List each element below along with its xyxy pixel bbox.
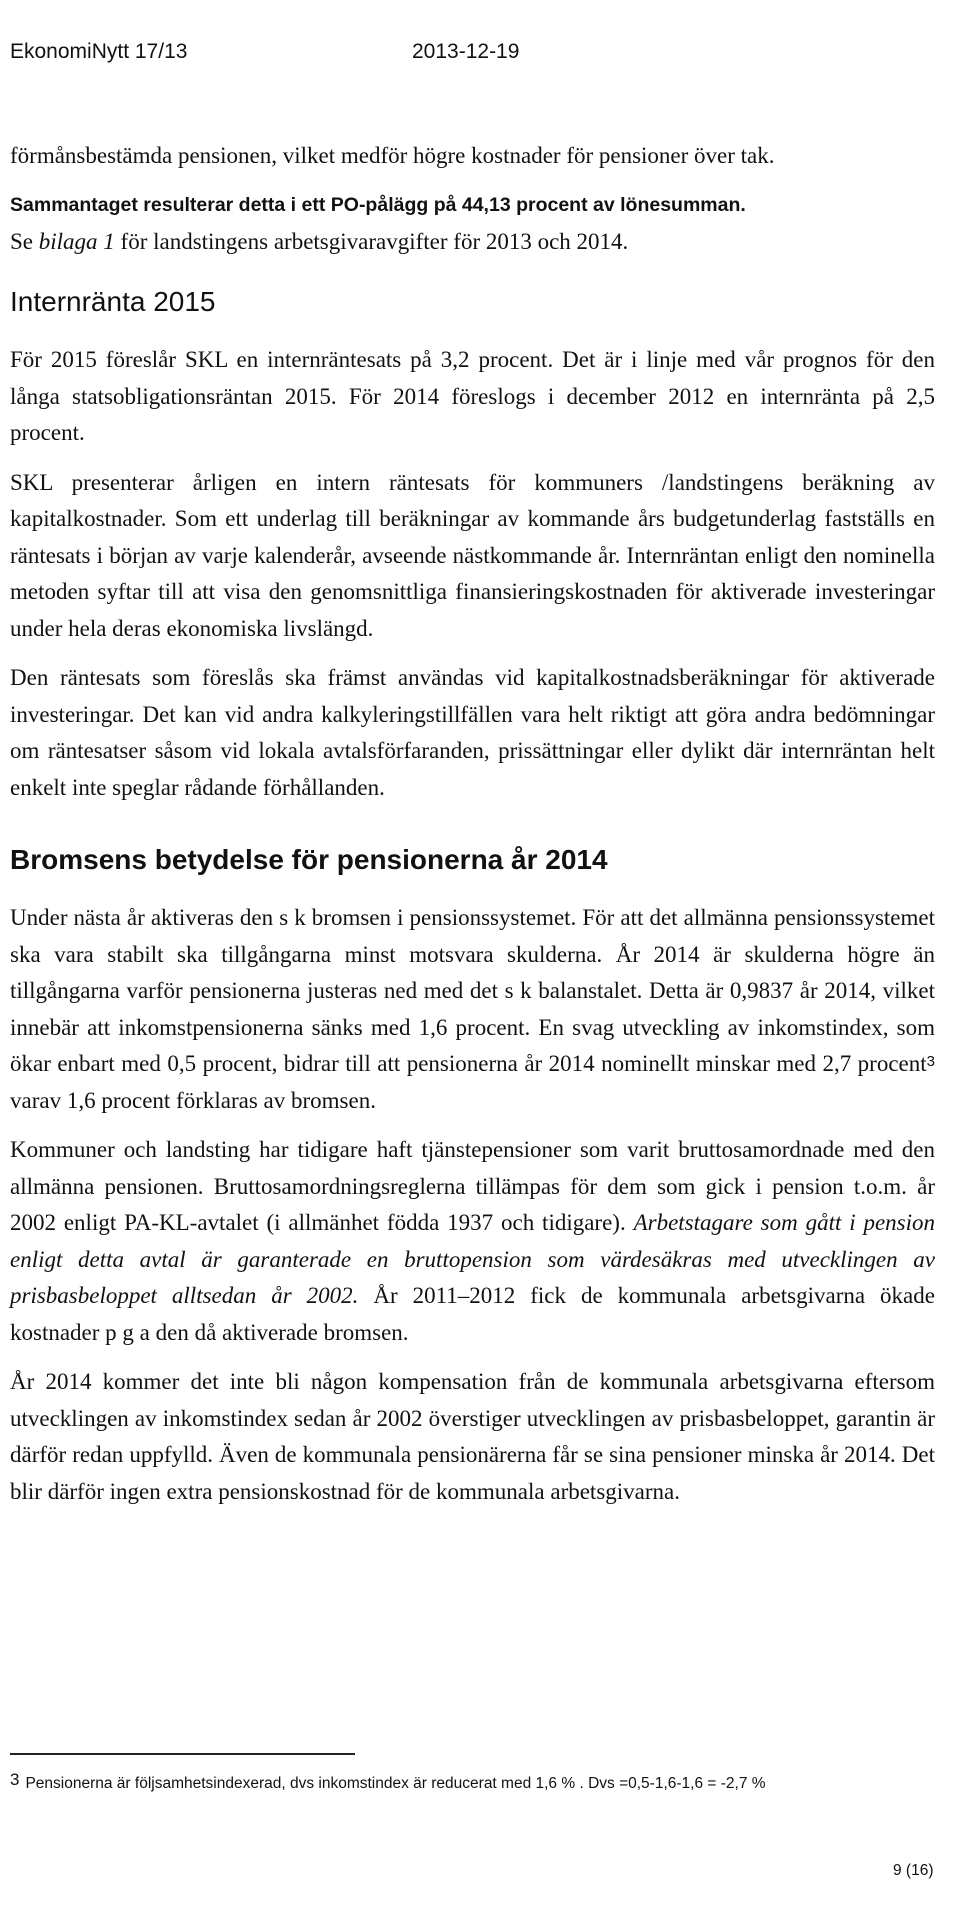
paragraph-bromsen-1 [10,900,935,1119]
paragraph-bromsen-2 [10,1132,935,1351]
paragraph-intro: förmånsbestämda pensionen, vilket medför högre kostnader för pensioner över tak. [10,143,775,168]
bromsen-2-italic: Arbetstagare som gått i pension enligt detta avtal är garanterade en bruttopension som värdesäkras med utvecklingen av prisbasbeloppet alltsedan år 2002. [10,1210,935,1308]
bromsen-1-end: varav 1,6 procent förklaras av bromsen. [10,1087,376,1113]
paragraph-see-appendix [10,224,935,261]
bromsen-1-text: Under nästa år aktiveras den s k bromsen i pensionssystemet. För att det allmänna pensionssystemet ska vara stabilt ska tillgångarna minst motsvara skulderna. År 2014 är skulderna högre än tillgångarna varför pensionerna justeras ned med det s k balanstalet. Detta är 0,9837 år 2014, vilket innebär att inkomstpensionerna sänks med 1,6 procent. En svag utveckling av inkomstindex, som ökar enbart med 0,5 procent, bidrar till att pensionerna år 2014 nominellt minskar med 2,7 procent [10,905,935,1076]
paragraph-summary: Sammantaget resulterar detta i ett PO-pålägg på 44,13 procent av lönesumman. [10,193,746,216]
footnote-divider [10,1753,355,1755]
page-number: 9 (16) [893,1862,934,1879]
section-heading-bromsen: Bromsens betydelse för pensionerna år 2014 [10,844,608,875]
header-date: 2013-12-19 [412,40,520,63]
paragraph-internranta-3: Den räntesats som föreslås ska främst användas vid kapitalkostnadsberäkningar för aktiverade investeringar. Det kan vid andra kalkyleringstillfällen vara helt riktigt att göra andra bedömningar om räntesatser såsom vid lokala avtalsförfaranden, prissättningar eller dylikt där internräntan helt enkelt inte speglar rådande förhållanden. [10,665,935,800]
see-prefix: Se [10,228,39,254]
header-publication: EkonomiNytt 17/13 [10,40,188,63]
paragraph-bromsen-3: År 2014 kommer det inte bli någon kompensation från de kommunala arbetsgivarna eftersom utvecklingen av inkomstindex sedan år 2002 överstiger utvecklingen av prisbasbeloppet, garantin är därför redan uppfylld. Även de kommunala pensionärerna får se sina pensioner minska år 2014. Det blir därför ingen extra pensionskostnad för de kommunala arbetsgivarna. [10,1369,935,1504]
section-heading-internranta: Internränta 2015 [10,286,216,317]
paragraph-internranta-1: För 2015 föreslår SKL en internräntesats på 3,2 procent. Det är i linje med vår prognos för den långa statsobligationsräntan 2015. För 2014 föreslogs i december 2012 en internränta på 2,5 procent. [10,347,935,445]
body-content [10,138,935,1510]
footnote [10,1770,766,1793]
paragraph-internranta-2: SKL presenterar årligen en intern räntesats för kommuners /landstingens beräkning av kapitalkostnader. Som ett underlag till beräkningar av kommande års budgetunderlag fastställs en räntesats i början av varje kalenderår, avseende nästkommande år. Internräntan enligt den nominella metoden syftar till att visa den genomsnittliga finansieringskostnaden för aktiverade investeringar under hela deras ekonomiska livslängd. [10,469,935,641]
bromsen-2-b: År 2011–2012 fick de kommunala arbetsgivarna ökade kostnader p g a den då aktiverade bromsen. [10,1283,935,1345]
bromsen-2-a: Kommuner och landsting har tidigare haft tjänstepensioner som varit bruttosamordnade med den allmänna pensionen. Bruttosamordningsreglerna tillämpas för dem som gick i pension t.o.m. år 2002 enligt PA-KL-avtalet (i allmänhet födda 1937 och tidigare). [10,1137,935,1235]
footnote-text: Pensionerna är följsamhetsindexerad, dvs inkomstindex är reducerat med 1,6 % . Dvs =0,5-1,6-1,6 = -2,7 % [25,1775,766,1792]
appendix-reference: bilaga 1 [38,228,115,254]
footnote-reference: 3 [926,1053,935,1070]
see-suffix: för landstingens arbetsgivaravgifter för 2013 och 2014. [114,228,629,254]
footnote-number: 3 [10,1770,20,1789]
